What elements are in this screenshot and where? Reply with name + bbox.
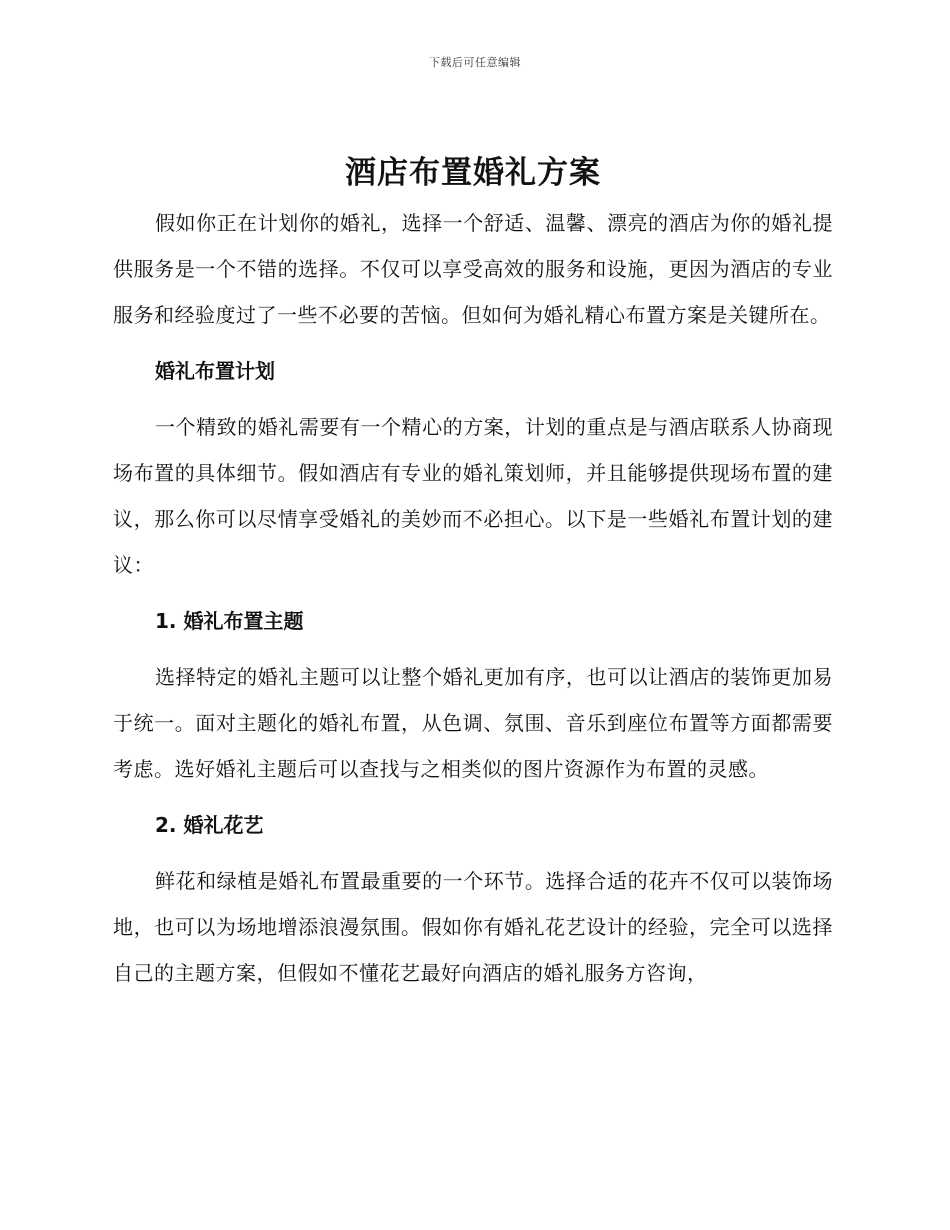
plan-paragraph: 一个精致的婚礼需要有一个精心的方案，计划的重点是与酒店联系人协商现场布置的具体细节。假如酒店有专业的婚礼策划师，并且能够提供现场布置的建议，那么你可以尽情享受婚礼的美妙而不必担心。以下是一些婚礼布置计划的建议： bbox=[113, 415, 833, 577]
theme-paragraph: 选择特定的婚礼主题可以让整个婚礼更加有序，也可以让酒店的装饰更加易于统一。面对主题化的婚礼布置，从色调、氛围、音乐到座位布置等方面都需要考虑。选好婚礼主题后可以查找与之相类似的图片资源作为布置的灵感。 bbox=[113, 665, 833, 781]
intro-paragraph: 假如你正在计划你的婚礼，选择一个舒适、温馨、漂亮的酒店为你的婚礼提供服务是一个不错的选择。不仅可以享受高效的服务和设施，更因为酒店的专业服务和经验度过了一些不必要的苦恼。但如何为婚礼精心布置方案是关键所在。 bbox=[113, 211, 833, 327]
flowers-paragraph: 鲜花和绿植是婚礼布置最重要的一个环节。选择合适的花卉不仅可以装饰场地，也可以为场地增添浪漫氛围。假如你有婚礼花艺设计的经验，完全可以选择自己的主题方案，但假如不懂花艺最好向酒店的婚礼服务方咨询， bbox=[113, 869, 833, 985]
document-title: 酒店布置婚礼方案 bbox=[345, 155, 601, 191]
section-heading-theme: 1. 婚礼布置主题 bbox=[155, 609, 304, 633]
section-heading-plan: 婚礼布置计划 bbox=[155, 359, 275, 383]
header-note: 下载后可任意编辑 bbox=[429, 56, 521, 69]
document-body bbox=[113, 148, 833, 996]
section-heading-flowers: 2. 婚礼花艺 bbox=[155, 813, 264, 837]
